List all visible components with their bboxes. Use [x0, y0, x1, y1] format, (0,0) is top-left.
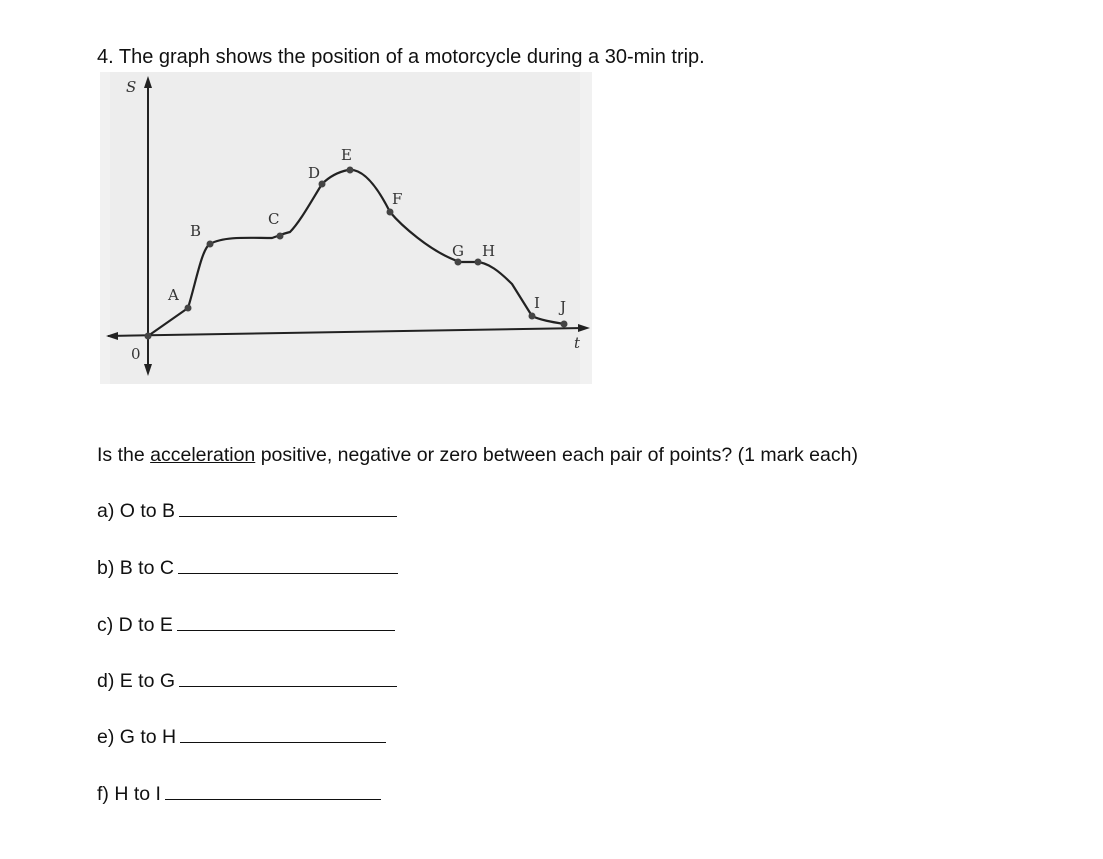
label-D: D: [308, 164, 321, 182]
item-label: f) H to I: [97, 783, 161, 805]
point-A: [185, 305, 192, 312]
item-label: a) O to B: [97, 500, 176, 522]
label-E: E: [341, 146, 352, 164]
item-label: d) E to G: [97, 670, 176, 692]
label-J: J: [560, 298, 567, 316]
label-A: A: [168, 286, 179, 304]
answer-line[interactable]: [177, 614, 395, 631]
y-axis-label: S: [126, 78, 137, 96]
answer-line[interactable]: [165, 783, 381, 800]
answer-line[interactable]: [178, 557, 398, 574]
question-item-f: [97, 783, 381, 806]
answer-line[interactable]: [179, 670, 397, 687]
point-C: [277, 233, 284, 240]
label-F: F: [392, 190, 403, 208]
question-title: 4. The graph shows the position of a motorcycle during a 30-min trip.: [97, 46, 705, 68]
question-item-a: [97, 500, 397, 523]
instruction-suffix: positive, negative or zero between each pair of points? (1 mark each): [255, 444, 858, 466]
point-B: [207, 241, 214, 248]
question-item-d: [97, 670, 397, 693]
item-label: c) D to E: [97, 614, 173, 636]
label-C: C: [268, 210, 280, 228]
point-F: [387, 209, 394, 216]
origin-label: 0: [131, 345, 141, 363]
label-B: B: [190, 222, 202, 240]
answer-line[interactable]: [179, 500, 397, 517]
question-item-b: [97, 557, 398, 580]
x-axis-label: t: [574, 334, 581, 352]
point-J: [561, 321, 568, 328]
position-time-graph: [100, 72, 592, 384]
instruction-emphasis: acceleration: [150, 444, 256, 466]
item-label: b) B to C: [97, 557, 174, 579]
item-label: e) G to H: [97, 726, 177, 748]
label-I: I: [534, 294, 540, 312]
point-O: [145, 333, 152, 340]
point-I: [529, 313, 536, 320]
point-H: [475, 259, 482, 266]
label-H: H: [482, 242, 496, 260]
point-E: [347, 167, 354, 174]
instruction-prefix: Is the: [97, 444, 151, 466]
question-item-c: [97, 614, 395, 637]
question-item-e: [97, 726, 386, 749]
answer-line[interactable]: [180, 726, 386, 743]
label-G: G: [452, 242, 464, 260]
instruction-text: [97, 444, 858, 467]
